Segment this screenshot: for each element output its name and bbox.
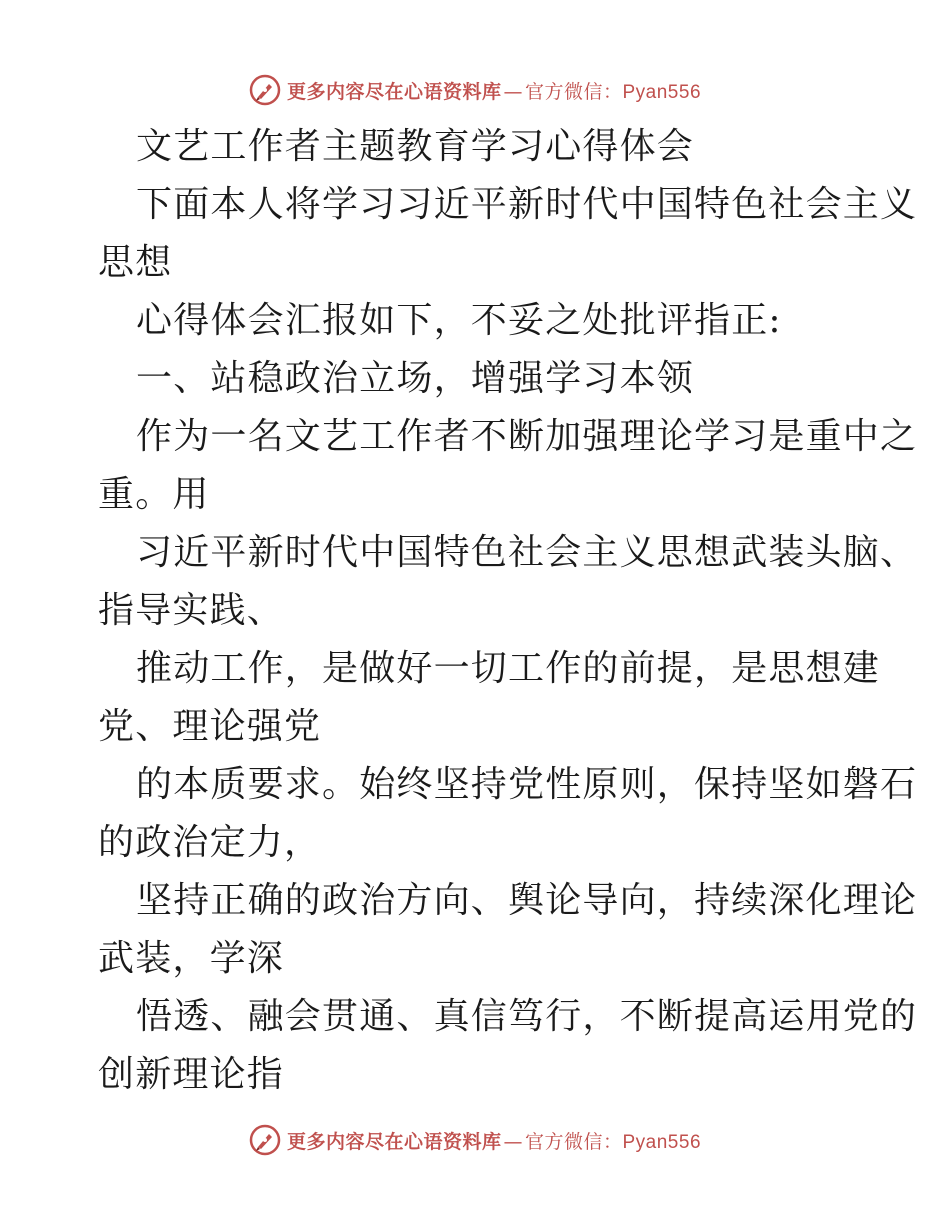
document-title: 文艺工作者主题教育学习心得体会 (136, 126, 695, 167)
banner-dash: — (503, 1130, 523, 1153)
banner-account: Pyan556 (622, 1131, 702, 1153)
banner-dash: — (503, 80, 523, 103)
document-body (98, 118, 918, 1104)
section-heading: 一、站稳政治立场，增强学习本领 (136, 358, 695, 399)
banner-account: Pyan556 (622, 81, 702, 103)
paragraph-line: 党、理论强党 (98, 706, 322, 747)
paragraph-line: 悟透、融会贯通、真信笃行，不断提高运用党的 (136, 996, 918, 1037)
paragraph-line: 下面本人将学习习近平新时代中国特色社会主义 (136, 184, 918, 225)
paragraph-line: 武装，学深 (98, 938, 285, 979)
pen-logo-icon (249, 1124, 281, 1156)
paragraph-line: 坚持正确的政治方向、舆论导向，持续深化理论 (136, 880, 918, 921)
banner-main-text: 更多内容尽在心语资料库 (286, 80, 502, 103)
footer-banner (0, 1120, 950, 1160)
banner-main-text: 更多内容尽在心语资料库 (286, 1130, 502, 1153)
paragraph-line: 推动工作，是做好一切工作的前提，是思想建 (136, 648, 881, 689)
paragraph-line: 的政治定力， (98, 822, 322, 863)
paragraph-line: 的本质要求。始终坚持党性原则，保持坚如磐石 (136, 764, 918, 805)
banner-text (287, 1127, 701, 1154)
header-banner (0, 70, 950, 110)
paragraph-line: 创新理论指 (98, 1054, 285, 1095)
paragraph-line: 习近平新时代中国特色社会主义思想武装头脑、 (136, 532, 918, 573)
banner-wechat-label: 官方微信： (524, 80, 623, 103)
paragraph-line: 重。用 (98, 474, 210, 515)
paragraph-line: 思想 (98, 242, 173, 283)
banner-wechat-label: 官方微信： (524, 1130, 623, 1153)
paragraph-line: 心得体会汇报如下，不妥之处批评指正: (136, 300, 782, 341)
pen-logo-icon (249, 74, 281, 106)
banner-text (287, 77, 701, 104)
paragraph-line: 作为一名文艺工作者不断加强理论学习是重中之 (136, 416, 918, 457)
paragraph-line: 指导实践、 (98, 590, 285, 631)
